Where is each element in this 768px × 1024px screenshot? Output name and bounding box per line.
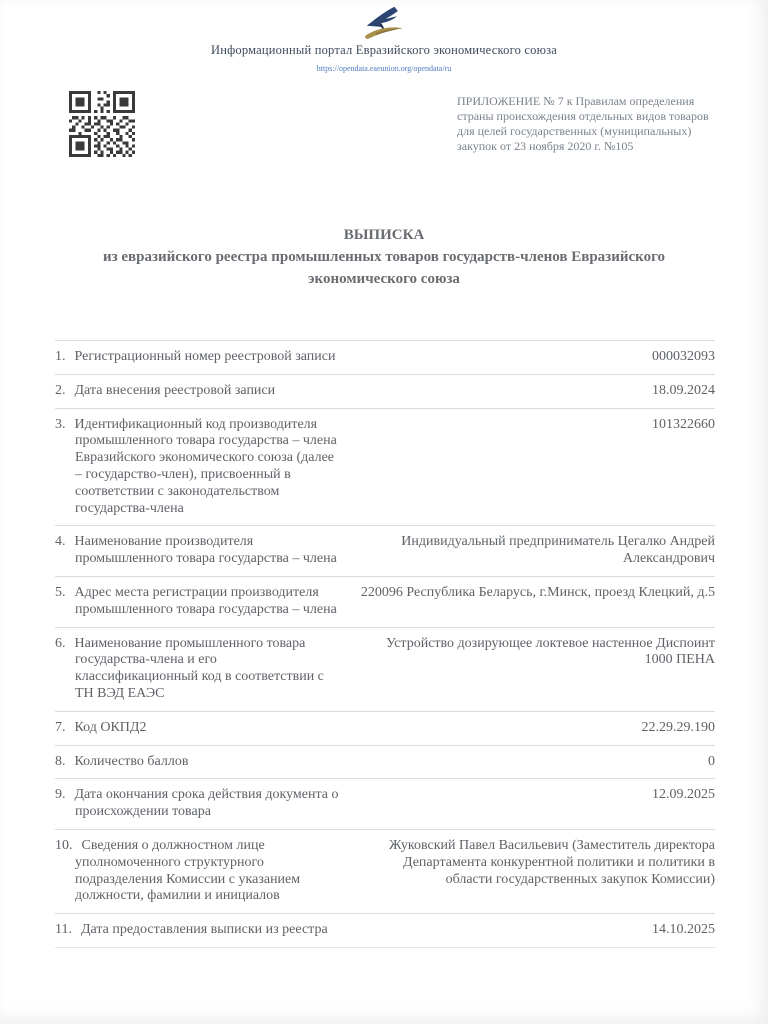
portal-header bbox=[0, 0, 768, 76]
row-value: 12.09.2025 bbox=[652, 787, 715, 803]
row-label: 11. Дата предоставления выписки из реестра bbox=[55, 922, 328, 938]
row-label: 5. Адрес места регистрации производителя промышленного товара государства – члена bbox=[55, 584, 337, 617]
row-number: 10. bbox=[55, 837, 73, 853]
row-value: Индивидуальный предприниматель Цегалко Андрей Александрович bbox=[401, 534, 715, 567]
row-number: 5. bbox=[55, 584, 66, 600]
row-label: 9. Дата окончания срока действия документа о происхождении товара bbox=[55, 787, 339, 820]
doc-title-block bbox=[64, 224, 704, 290]
row-label: 7. Код ОКПД2 bbox=[55, 719, 147, 735]
row-value: 22.29.29.190 bbox=[641, 719, 715, 735]
row-value: 000032093 bbox=[652, 349, 715, 364]
portal-name: Информационный портал Евразийского экономического союза bbox=[210, 43, 557, 57]
row-number: 7. bbox=[55, 719, 66, 735]
table-row bbox=[55, 711, 715, 745]
table-row bbox=[55, 525, 715, 576]
row-label: 3. Идентификационный код производителя промышленного товара государства – члена Евразийского экономического союза (далее – государство-член), присвоенный в соответствии с законодательством государства-члена bbox=[55, 416, 337, 516]
row-number: 1. bbox=[55, 349, 66, 364]
doc-title: ВЫПИСКА bbox=[343, 227, 425, 243]
row-label: 2. Дата внесения реестровой записи bbox=[55, 382, 276, 398]
row-label: 10. Сведения о должностном лице уполномоченного структурного подразделения Комиссии с указанием должности, фамилии и инициалов bbox=[55, 837, 301, 904]
row-label: 1. Регистрационный номер реестровой записи bbox=[55, 349, 336, 364]
table-row bbox=[55, 913, 715, 948]
row-number: 9. bbox=[55, 787, 66, 803]
row-value: 220096 Республика Беларусь, г.Минск, проезд Клецкий, д.5 bbox=[360, 584, 715, 600]
annex-note: ПРИЛОЖЕНИЕ № 7 к Правилам определения страны происхождения отдельных видов товаров для целей государственных (муниципальных) закупок от 23 ноября 2020 г. №105 bbox=[457, 94, 709, 153]
table-row bbox=[55, 340, 715, 374]
portal-url-link[interactable]: https://opendata.eaeunion.org/opendata/ru bbox=[316, 64, 452, 73]
row-value: 18.09.2024 bbox=[652, 382, 715, 398]
row-number: 8. bbox=[55, 753, 66, 769]
row-label: 8. Количество баллов bbox=[55, 753, 189, 769]
row-value: Устройство дозирующее локтевое настенное Диспоинт 1000 ПЕНА bbox=[385, 635, 715, 668]
row-label: 4. Наименование производителя промышленного товара государства – члена bbox=[55, 534, 337, 567]
row-value: 14.10.2025 bbox=[652, 922, 715, 938]
row-number: 11. bbox=[55, 922, 72, 938]
table-row bbox=[55, 778, 715, 829]
eaeu-swallow-logo-icon bbox=[358, 5, 410, 43]
row-label: 6. Наименование промышленного товара государства-члена и его классификационный код в соответствии с ТН ВЭД ЕАЭС bbox=[55, 635, 324, 701]
meta-row bbox=[0, 90, 768, 182]
row-number: 3. bbox=[55, 416, 66, 432]
row-value: Жуковский Павел Васильевич (Заместитель директора Департамента конкурентной политики и политики в области государственных закупок Комиссии) bbox=[389, 837, 715, 887]
table-row bbox=[55, 829, 715, 913]
row-number: 6. bbox=[55, 635, 66, 651]
row-number: 4. bbox=[55, 534, 66, 550]
table-row bbox=[55, 627, 715, 711]
row-number: 2. bbox=[55, 382, 66, 398]
row-value: 0 bbox=[708, 753, 715, 769]
table-row bbox=[55, 408, 715, 526]
table-row bbox=[55, 745, 715, 779]
doc-subtitle: из евразийского реестра промышленных товаров государств-членов Евразийского экономического союза bbox=[102, 249, 666, 287]
qr-code-icon bbox=[64, 91, 140, 157]
table-row bbox=[55, 576, 715, 627]
row-value: 101322660 bbox=[652, 416, 715, 432]
registry-table bbox=[55, 340, 715, 948]
table-row bbox=[55, 374, 715, 408]
